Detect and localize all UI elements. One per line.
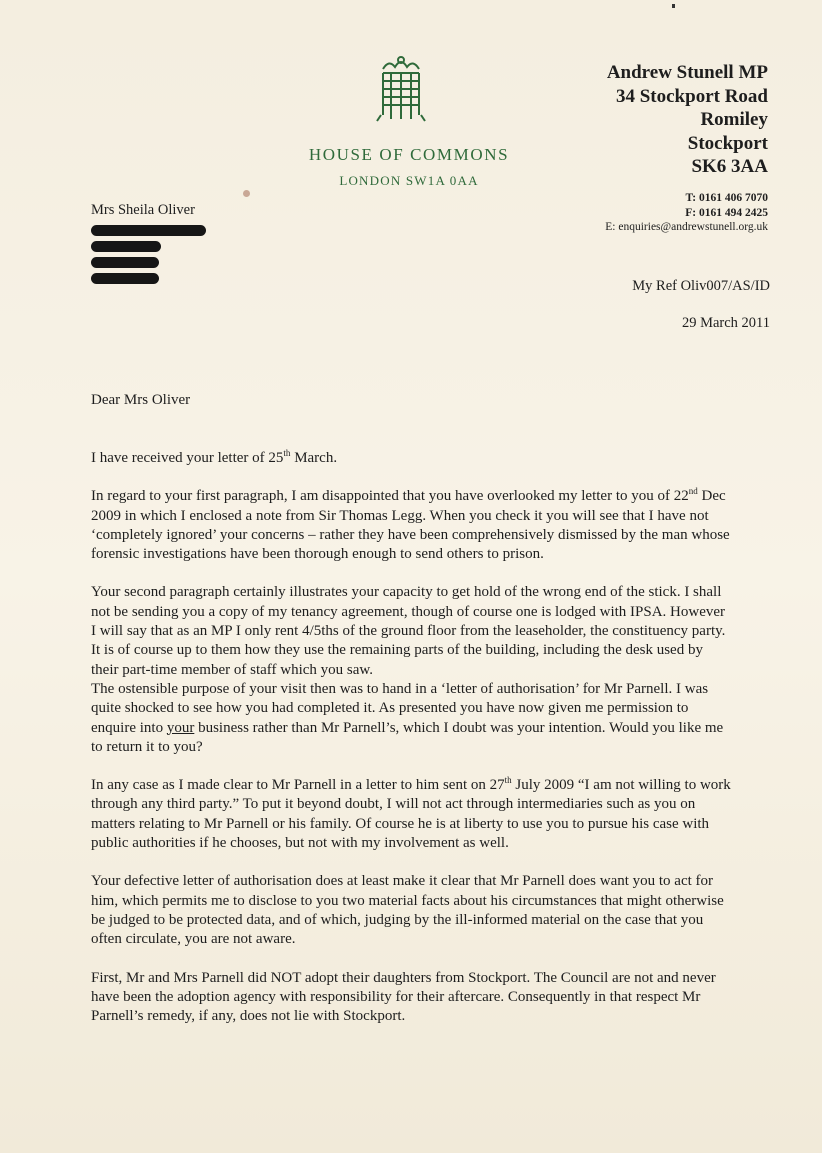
redacted-line — [91, 225, 206, 236]
paragraph: First, Mr and Mrs Parnell did NOT adopt their daughters from Stockport. The Council are not and never have been the adoption agency with responsibility for their aftercare. Consequently in that respect Mr Parnell’s remedy, if any, does not lie with Stockport. — [91, 969, 716, 1025]
contact-block — [605, 191, 768, 235]
letter-date: 29 March 2011 — [681, 315, 770, 331]
sender-address-line: Romiley — [700, 109, 768, 130]
sender-phone: T: 0161 406 7070 — [685, 192, 768, 204]
redacted-line — [91, 257, 159, 268]
paragraph: In regard to your first paragraph, I am disappointed that you have overlooked my letter to you of 22nd Dec 2009 in which I enclosed a note from Sir Thomas Legg. When you check it you will see that I have not ‘completely ignored’ your concerns – rather they have been comprehensively dismissed by the man whose forensic investigations have been thorough enough to send others to prison. — [91, 486, 730, 563]
sender-email: E: enquiries@andrewstunell.org.uk — [605, 221, 768, 233]
paragraph: In any case as I made clear to Mr Parnell in a letter to him sent on 27th July 2009 “I am not willing to work through any third party.” To put it beyond doubt, I will not act through intermediaries such as you on matters relating to Mr Parnell or his family. Of course he is at liberty to use you to pursue his case with public authorities if he chooses, but not with my involvement as well. — [91, 775, 731, 852]
recipient-block — [91, 201, 206, 287]
portcullis-icon — [375, 55, 427, 125]
sender-address-line: Stockport — [687, 132, 768, 154]
reference: My Ref Oliv007/AS/ID — [632, 278, 770, 294]
house-address: LONDON SW1A 0AA — [339, 173, 479, 188]
salutation: Dear Mrs Oliver — [91, 392, 191, 408]
letter-body — [91, 449, 731, 1045]
ink-mark — [243, 190, 250, 197]
sender-name: Andrew Stunell MP — [606, 62, 768, 83]
redacted-line — [91, 273, 159, 284]
redacted-line — [91, 241, 161, 252]
sender-postcode: SK6 3AA — [691, 156, 768, 177]
sender-block — [607, 61, 768, 179]
paragraph: Your second paragraph certainly illustrates your capacity to get hold of the wrong end of the stick. I shall not be sending you a copy of my tenancy agreement, though of course one is lodged with IPSA. However I will say that as an MP I only rent 4/5ths of the ground floor from the leaseholder, the constituency party. It is of course up to them how they use the remaining parts of the building, including the desk used by their part-time member of staff which you saw. — [91, 584, 726, 678]
house-title: HOUSE OF COMMONS — [308, 145, 510, 164]
sender-fax: F: 0161 494 2425 — [685, 206, 768, 219]
sender-address-line: 34 Stockport Road — [615, 85, 768, 107]
paper-speck — [672, 4, 675, 8]
paragraph: The ostensible purpose of your visit then was to hand in a ‘letter of authorisation’ for Mr Parnell. I was quite shocked to see how you had completed it. As presented you have now given me permission to enquire into your business rather than Mr Parnell’s, which I doubt was your intention. Would you like me to return it to you? — [91, 680, 724, 755]
paragraph: Your defective letter of authorisation does at least make it clear that Mr Parnell does want you to act for him, which permits me to disclose to you two material facts about his circumstances that might otherwise be judged to be protected data, and of which, judging by the ill-informed material on the case that you often circulate, you are not aware. — [91, 873, 724, 948]
recipient-name: Mrs Sheila Oliver — [91, 202, 195, 218]
paragraph: I have received your letter of 25th March. — [91, 448, 338, 466]
